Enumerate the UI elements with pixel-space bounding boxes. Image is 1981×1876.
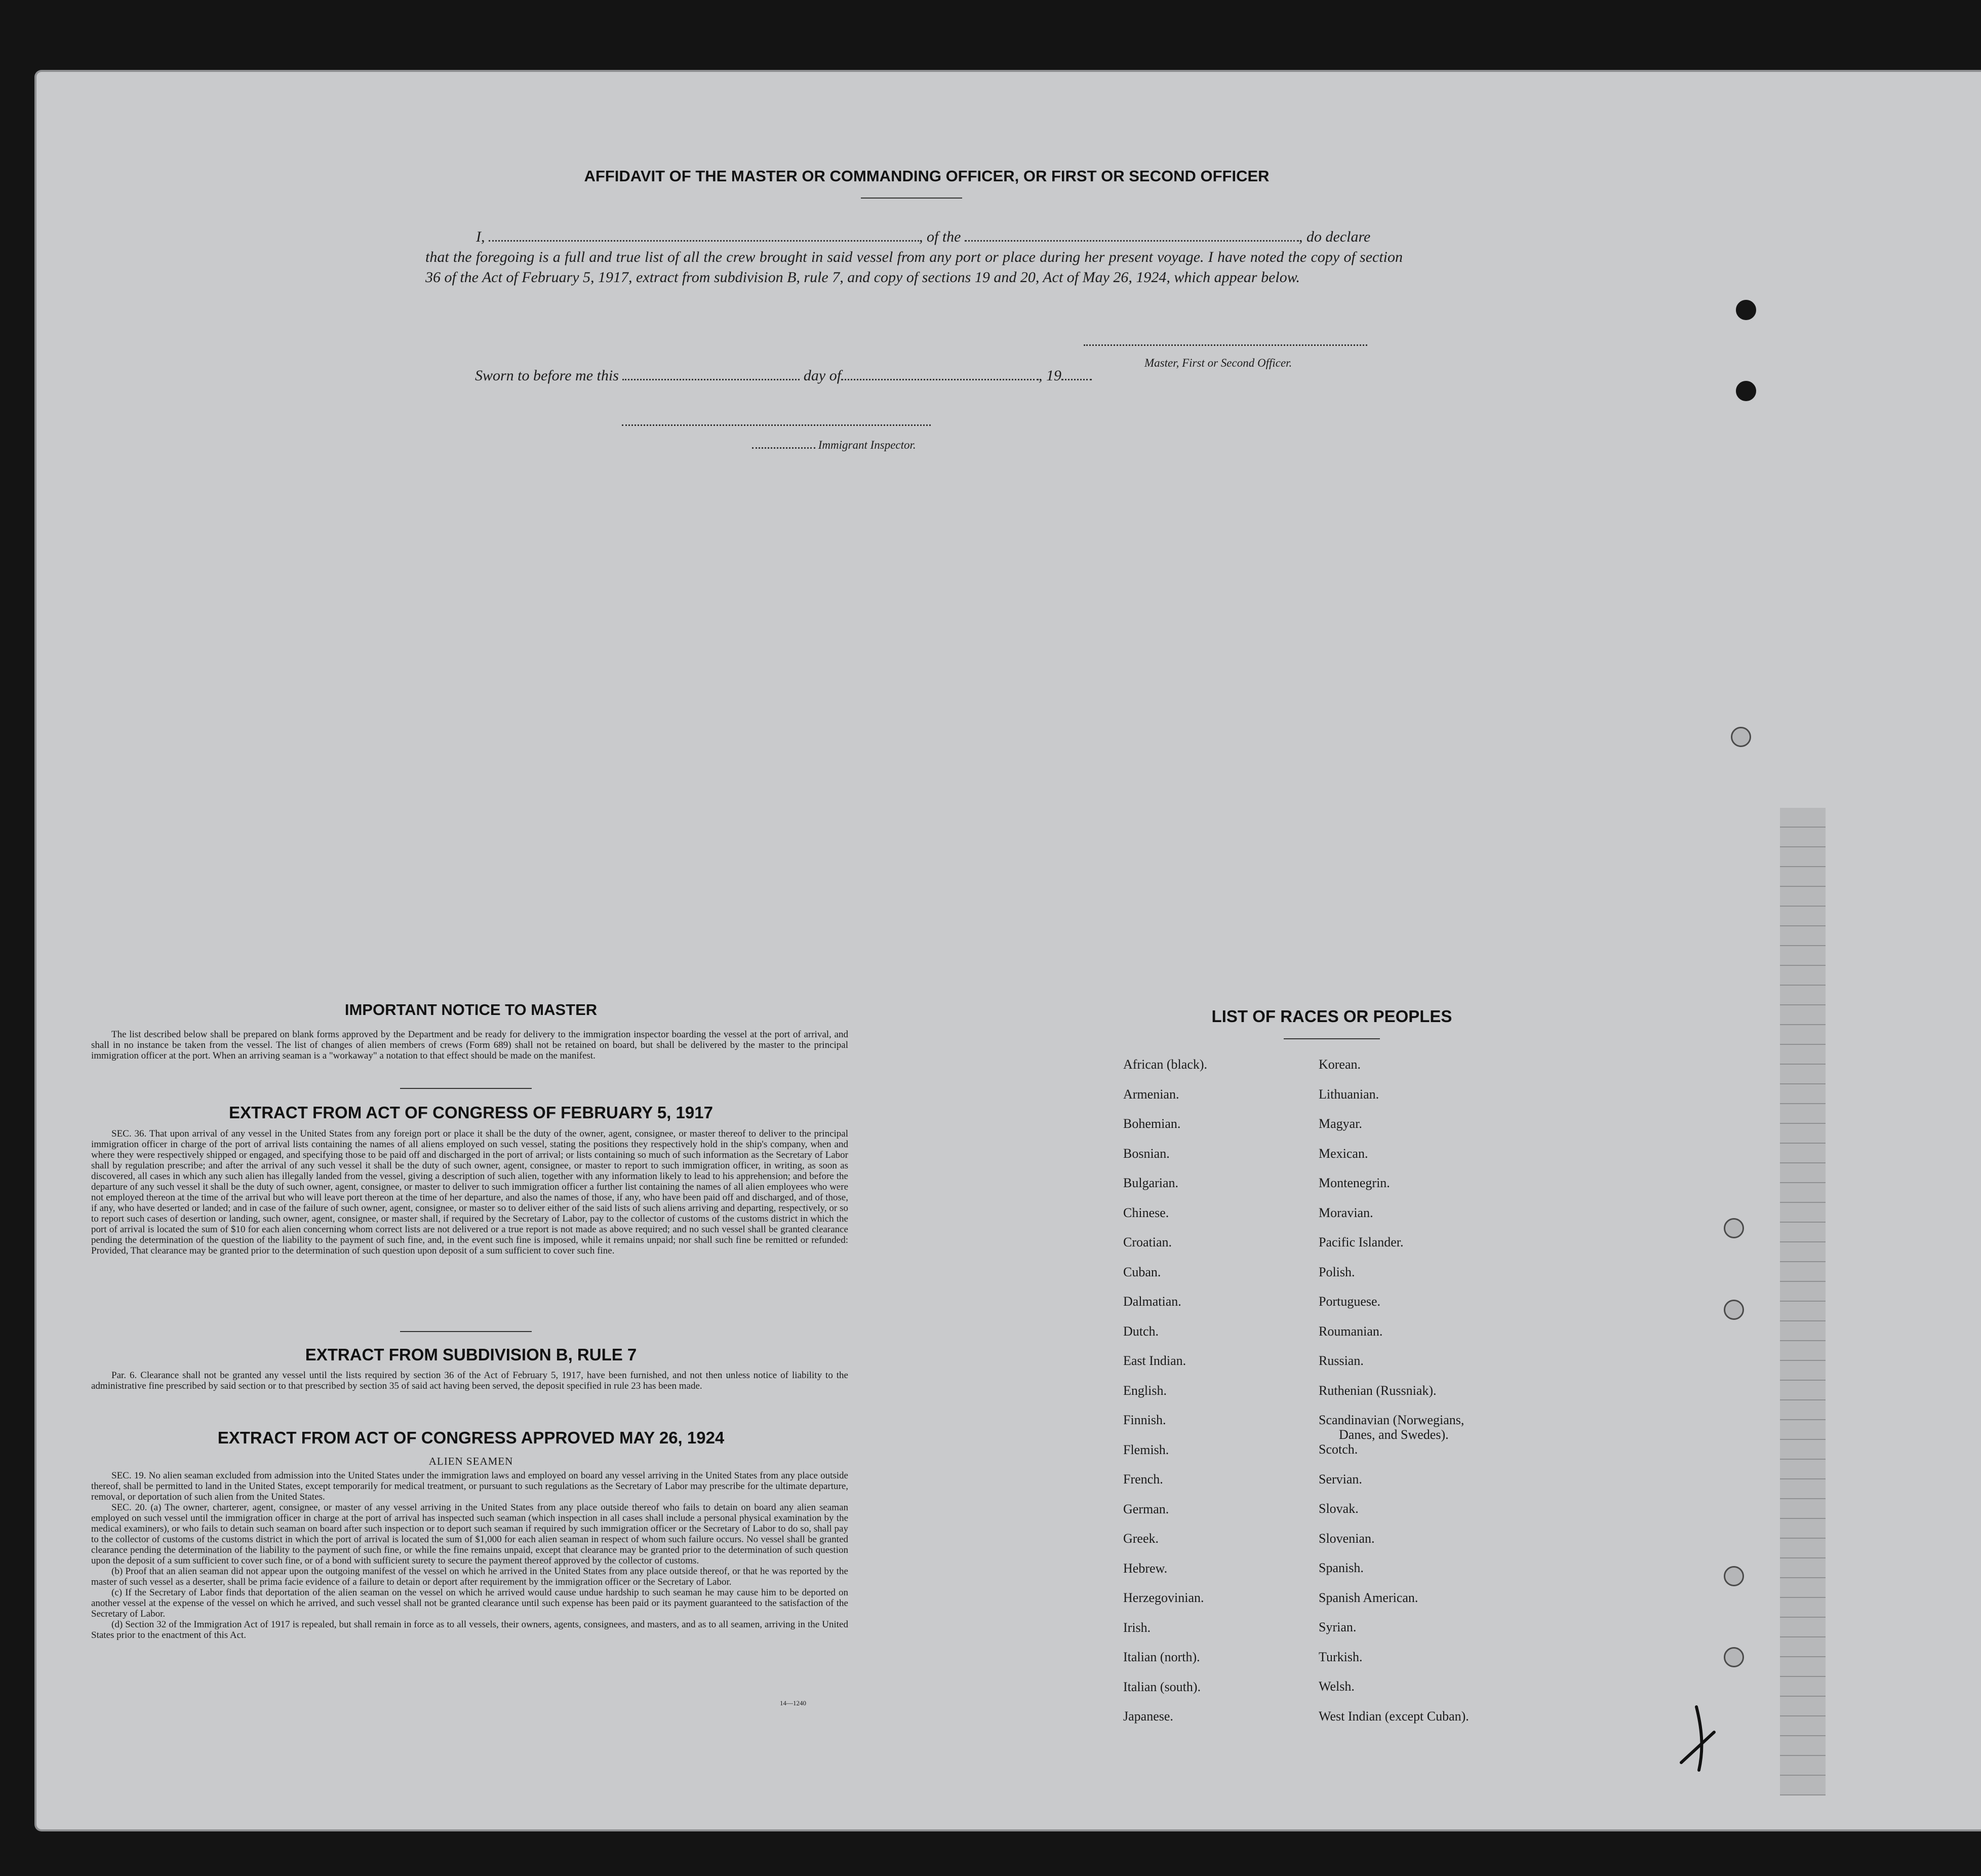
races-title: LIST OF RACES OR PEOPLES [1211, 1007, 1452, 1026]
race-item: Syrian. [1319, 1620, 1357, 1634]
affidavit-declaration [425, 227, 1403, 288]
extract-1917-text: SEC. 36. That upon arrival of any vessel in the United States from any foreign port or place it shall be the duty of the owner, agent, consignee, or master thereof to deliver to the principal immigration officer in charge of the port of arrival lists containing the names of all aliens employed on such vessel, stating the positions they respectively hold in the ship's company, when and where they were respectively shipped or engaged, and specifying those to be paid off and discharged in the port of arrival; or lists containing so much of such information as the Secretary of Labor shall by regulation prescribe; and after the arrival of any such vessel it shall be the duty of such owner, agent, consignee, or master to report to such immigration officer, in writing, as soon as discovered, all cases in which any such alien has illegally landed from the vessel, giving a description of such alien, together with any information likely to lead to his apprehension; and before the departure of any such vessel it shall be the duty of such owner, agent, consignee, or master to deliver to such immigration officer a further list containing the names of all alien employees who were not employed thereon at the time of the arrival but who will leave port thereon at the time of her departure, and also the names of those, if any, who have been paid off and discharged, and of those, if any, who have deserted or landed; and in case of the failure of such owner, agent, consignee, or master so to deliver either of the said lists of such aliens arriving and departing, respectively, or so to report such cases of desertion or landing, such owner, agent, consignee, or master shall, if required by the Secretary of Labor, pay to the collector of customs of the customs district in which the port of arrival is located the sum of $10 for each alien concerning whom correct lists are not delivered or a true report is not made as above required; and no such vessel shall be granted clearance pending the determination of the question of the liability to the payment of such fine, and, in the event such fine is imposed, while it remains unpaid; nor shall such fine be remitted or refunded: Provided, That clearance may be granted prior to the determination of such question upon deposit of a sum sufficient to cover such fine. [91, 1128, 848, 1256]
race-item: Danes, and Swedes). [1339, 1427, 1449, 1442]
race-item: Pacific Islander. [1319, 1235, 1404, 1249]
master-caption: Master, First or Second Officer. [1144, 357, 1292, 369]
race-item: French. [1123, 1472, 1163, 1487]
handwritten-mark [1666, 1697, 1727, 1773]
punch-hole [1724, 1218, 1744, 1238]
notice-title: IMPORTANT NOTICE TO MASTER [344, 1001, 598, 1019]
race-item: Spanish. [1319, 1560, 1364, 1575]
race-item: Scandinavian (Norwegians, [1319, 1413, 1464, 1427]
race-item: Magyar. [1319, 1116, 1362, 1131]
race-item: Polish. [1319, 1264, 1355, 1279]
sec-20a: SEC. 20. (a) The owner, charterer, agent, consignee, or master of any vessel arriving in the United States from any place outside thereof who fails to detain on board any alien seaman employed on such vessel until the immigration officer in charge at the port of arrival has inspected such seaman (which inspection in all cases shall include a personal physical examination by the medical examiners), or who fails to detain such seaman on board after such inspection or to deport such seaman if required by such immigration officer or the Secretary of Labor to do so, shall pay to the collector of customs of the customs district in which the port of arrival is located the sum of $1,000 for each alien seaman in respect of whom such failure occurs. No vessel shall be granted clearance pending the determination of the liability to the payment of such fine, or while the fine remains unpaid, except that clearance may be granted prior to the determination of such question upon the deposit of a sum sufficient to cover such fine, or of a bond with sufficient surety to secure the payment thereof approved by the collector of customs. [91, 1502, 848, 1566]
race-item: Hebrew. [1123, 1560, 1168, 1576]
subdivision-b-title: EXTRACT FROM SUBDIVISION B, RULE 7 [305, 1345, 637, 1364]
race-item: Turkish. [1319, 1649, 1363, 1664]
sec-19: SEC. 19. No alien seaman excluded from admission into the United States under the immigration laws and employed on board any vessel arriving in the United States from any place outside thereof, shall be permitted to land in the United States, except temporarily for medical treatment, or pursuant to such regulations as the Secretary of Labor may prescribe for the ultimate departure, removal, or deportation of such alien from the United States. [91, 1470, 848, 1502]
sworn-year-blank[interactable] [1061, 379, 1092, 380]
punch-hole [1736, 381, 1756, 401]
year-prefix: , 19 [1039, 367, 1062, 384]
punch-hole [1724, 1566, 1744, 1586]
race-item: Montenegrin. [1319, 1176, 1390, 1190]
race-item: Dalmatian. [1123, 1294, 1181, 1309]
name-blank[interactable] [489, 240, 919, 242]
sec-20c: (c) If the Secretary of Labor finds that deportation of the alien seaman on the vessel on which he arrived would cause undue hardship to such seaman he may cause him to be deported on another vessel at the expense of the vessel on which he arrived, and such vessel shall not be granted clearance until such expense has been paid or its payment guaranteed to the satisfaction of the Secretary of Labor. [91, 1587, 848, 1619]
race-item: Croatian. [1123, 1235, 1172, 1249]
race-item: Roumanian. [1319, 1323, 1383, 1339]
extract-1924-title: EXTRACT FROM ACT OF CONGRESS APPROVED MAY 26, 1924 [217, 1428, 725, 1447]
race-item: Herzegovinian. [1123, 1590, 1204, 1605]
divider [400, 1331, 532, 1332]
extract-1924-text [91, 1470, 848, 1640]
affidavit-title: AFFIDAVIT OF THE MASTER OR COMMANDING OFFICER, OR FIRST OR SECOND OFFICER [584, 167, 1270, 185]
subdivision-b-text: Par. 6. Clearance shall not be granted any vessel until the lists required by section 36 of the Act of February 5, 1917, have been furnished, and not then unless notice of liability to the administrative fine prescribed by said section or to that prescribed by section 35 of said act having been served, the deposit specified in rule 23 has been made. [91, 1370, 848, 1391]
extract-1917-title: EXTRACT FROM ACT OF CONGRESS OF FEBRUARY 5, 1917 [229, 1103, 713, 1122]
race-item: Spanish American. [1319, 1590, 1418, 1605]
race-item: Bulgarian. [1123, 1176, 1179, 1190]
race-item: Chinese. [1123, 1205, 1169, 1220]
affidavit-i-label: I, [476, 228, 485, 245]
race-item: Italian (north). [1123, 1650, 1200, 1664]
inspector-caption: Immigrant Inspector. [818, 439, 916, 451]
race-item: West Indian (except Cuban). [1319, 1708, 1469, 1724]
races-left-column [1123, 1050, 1207, 1732]
form-number: 14—1240 [780, 1699, 806, 1707]
sec-20b: (b) Proof that an alien seaman did not appear upon the outgoing manifest of the vessel on which he arrived in the United States from any place outside thereof, or that he was reported by the master of such vessel as a deserter, shall be prima facie evidence of a failure to detain or deport after requirement by the immigration officer or the Secretary of Labor. [91, 1566, 848, 1587]
race-item: Bosnian. [1123, 1146, 1170, 1161]
of-the-label: , of the [919, 228, 961, 245]
race-item: Scotch. [1319, 1442, 1358, 1457]
race-item: Ruthenian (Russniak). [1319, 1383, 1437, 1398]
race-item: Bohemian. [1123, 1116, 1181, 1131]
race-item: Greek. [1123, 1531, 1159, 1546]
race-item: Korean. [1319, 1057, 1361, 1072]
punch-hole [1724, 1300, 1744, 1320]
inspector-blank[interactable] [752, 447, 815, 449]
race-item: Dutch. [1123, 1323, 1159, 1339]
race-item: Armenian. [1123, 1086, 1179, 1102]
race-item: Slovenian. [1319, 1531, 1375, 1546]
sworn-month-blank[interactable] [841, 379, 1039, 380]
sworn-line [475, 367, 1092, 384]
race-item: Japanese. [1123, 1709, 1173, 1724]
race-item: Lithuanian. [1319, 1086, 1379, 1102]
sworn-label: Sworn to before me this [475, 367, 619, 384]
race-item: Cuban. [1123, 1264, 1161, 1279]
master-signature-line[interactable] [1084, 344, 1367, 346]
affidavit-body: that the foregoing is a full and true list of all the crew brought in said vessel from any port or place during her present voyage. I have noted the copy of section 36 of the Act of February 5, 1917, extract from subdivision B, rule 7, and copy of sections 19 and 20, Act of May 26, 1924, which appear below. [425, 249, 1403, 286]
inspector-signature-line[interactable] [622, 424, 931, 426]
ruled-page-edge [1780, 808, 1826, 1795]
sworn-day-blank[interactable] [622, 379, 800, 380]
divider [1284, 1038, 1380, 1039]
race-item: Mexican. [1319, 1146, 1368, 1161]
punch-hole [1731, 727, 1751, 747]
race-item: Irish. [1123, 1620, 1151, 1635]
inspector-caption-line [752, 439, 916, 452]
race-item: East Indian. [1123, 1353, 1186, 1368]
race-item: English. [1123, 1383, 1167, 1398]
race-item: German. [1123, 1501, 1169, 1516]
divider [861, 198, 962, 199]
notice-text: The list described below shall be prepared on blank forms approved by the Department and be ready for delivery to the immigration inspector boarding the vessel at the port of arrival, and shall in no instance be taken from the vessel. The list of changes of alien members of crews (Form 689) shall not be retained on board, but shall be delivered by the master to the principal immigration officer at the port. When an arriving seaman is a "workaway" a notation to that effect should be made on the manifest. [91, 1029, 848, 1061]
race-item: Slovak. [1319, 1501, 1359, 1516]
sec-20d: (d) Section 32 of the Immigration Act of 1917 is repealed, but shall remain in force as to all vessels, their owners, agents, consignees, and masters, and as to all seamen, arriving in the United States prior to the enactment of this Act. [91, 1619, 848, 1640]
race-item: Flemish. [1123, 1442, 1169, 1457]
divider [400, 1088, 532, 1089]
races-right-column [1319, 1050, 1469, 1731]
race-item: Servian. [1319, 1471, 1362, 1487]
alien-seamen-subtitle: ALIEN SEAMEN [428, 1455, 513, 1467]
race-item: Portuguese. [1319, 1294, 1381, 1309]
race-item: Italian (south). [1123, 1679, 1201, 1694]
race-item: African (black). [1123, 1057, 1208, 1072]
race-item: Finnish. [1123, 1413, 1166, 1427]
vessel-blank[interactable] [965, 240, 1299, 242]
day-of-label: day of [803, 367, 842, 384]
race-item: Russian. [1319, 1353, 1364, 1368]
race-item: Welsh. [1319, 1679, 1355, 1694]
race-item: Moravian. [1319, 1205, 1373, 1220]
declare-label: , do declare [1299, 228, 1371, 245]
punch-hole [1724, 1647, 1744, 1667]
punch-hole [1736, 300, 1756, 320]
